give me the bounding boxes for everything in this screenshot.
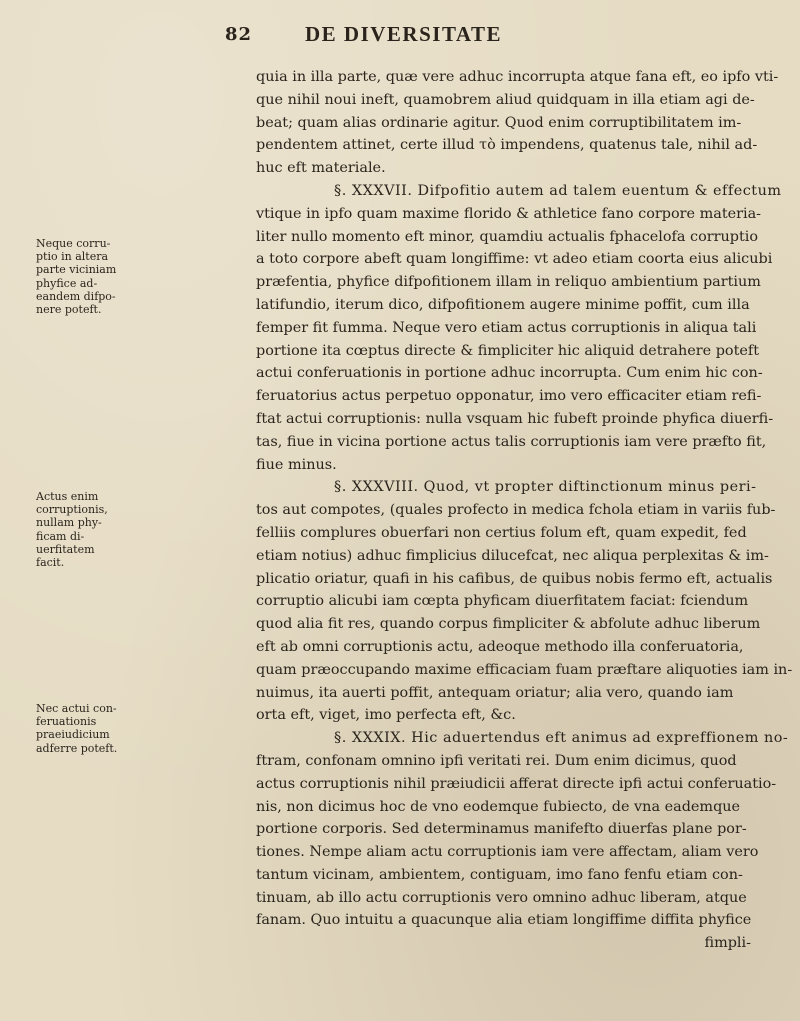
margin-note-line: Nec actui con- bbox=[36, 702, 117, 715]
text-line: quod alia fit res, quando corpus fimpliciter & abfolute adhuc liberum bbox=[256, 616, 761, 633]
margin-note-line: ficam di- bbox=[36, 529, 85, 543]
page-header bbox=[0, 20, 800, 50]
margin-note-line: praeiudicium bbox=[36, 728, 110, 742]
text-line: que nihil noui ineft, quamobrem aliud quidquam in illa etiam agi de- bbox=[256, 91, 755, 108]
margin-note-line: parte viciniam bbox=[36, 263, 117, 277]
text-line: pendentem attinet, certe illud τὸ impendens, quatenus tale, nihil ad- bbox=[256, 137, 758, 154]
text-line: quam præoccupando maxime efficaciam fuam præftare aliquoties iam in- bbox=[256, 661, 793, 678]
text-line: a toto corpore abeft quam longiffime: vt adeo etiam coorta eius alicubi bbox=[256, 251, 773, 268]
section-heading-39: §. XXXIX. Hic aduertendus eft animus ad expreffionem no- bbox=[334, 730, 789, 747]
text-line: nuimus, ita auerti poffit, antequam oriatur; alia vero, quando iam bbox=[256, 684, 734, 701]
margin-note-2 bbox=[36, 490, 122, 569]
margin-note-line: nere poteft. bbox=[36, 303, 102, 317]
text-line: actui conferuationis in portione adhuc incorrupta. Cum enim hic con- bbox=[256, 365, 763, 382]
margin-note-1 bbox=[36, 237, 122, 316]
text-line: vtique in ipfo quam maxime florido & athletice fano corpore materia- bbox=[256, 205, 762, 222]
text-line: latifundio, iterum dico, difpofitionem augere minime poffit, cum illa bbox=[256, 296, 750, 313]
text-line: beat; quam alias ordinarie agitur. Quod enim corruptibilitatem im- bbox=[256, 114, 742, 131]
margin-note-3 bbox=[36, 702, 122, 755]
running-head: DE DIVERSITATE bbox=[305, 22, 503, 46]
margin-note-line: Actus enim bbox=[36, 490, 99, 503]
text-line: actus corruptionis nihil præiudicii afferat directe ipfi actui conferuatio- bbox=[256, 775, 777, 792]
page-number: 82 bbox=[225, 24, 253, 45]
margin-note-line: ptio in altera bbox=[36, 250, 109, 264]
text-line: corruptio alicubi iam cœpta phyficam diuerfitatem faciat: fciendum bbox=[256, 593, 749, 610]
margin-note-line: uerfitatem bbox=[36, 542, 95, 556]
margin-note-line: adferre poteft. bbox=[36, 741, 118, 755]
text-line: quia in illa parte, quæ vere adhuc incorrupta atque fana eft, eo ipfo vti- bbox=[256, 69, 779, 85]
text-line: portione corporis. Sed determinamus manifefto diuerfas plane por- bbox=[256, 821, 747, 838]
text-line: tas, fiue in vicina portione actus talis corruptionis iam vere præfto fit, bbox=[256, 433, 767, 450]
text-line: tantum vicinam, ambientem, contiguam, imo fano fenfu etiam con- bbox=[256, 866, 743, 883]
text-line: orta eft, viget, imo perfecta eft, &c. bbox=[256, 707, 516, 724]
margin-note-line: corruptionis, bbox=[36, 503, 108, 517]
text-line: felliis complures obuerfari non certius folum eft, quam expedit, fed bbox=[256, 524, 747, 541]
body-text bbox=[256, 66, 791, 955]
margin-note-line: Neque corru- bbox=[36, 237, 111, 250]
text-line: etiam notius) adhuc fimplicius dilucefcat, nec aliqua perplexitas & im- bbox=[256, 547, 769, 564]
text-line: ftram, confonam omnino ipfi veritati rei. Dum enim dicimus, quod bbox=[256, 752, 737, 769]
margin-note-line: nullam phy- bbox=[36, 516, 102, 530]
text-line: præfentia, phyfice difpofitionem illam in reliquo ambientium partium bbox=[256, 274, 761, 291]
text-line: tiones. Nempe aliam actu corruptionis iam vere affectam, aliam vero bbox=[256, 844, 759, 861]
text-line: fiue minus. bbox=[256, 456, 337, 473]
catchword: fimpli- bbox=[704, 935, 751, 952]
margin-note-line: phyfice ad- bbox=[36, 276, 98, 290]
text-line: huc eft materiale. bbox=[256, 160, 386, 177]
margin-note-line: eandem difpo- bbox=[36, 289, 116, 303]
text-line: ftat actui corruptionis: nulla vsquam hic fubeft proinde phyfica diuerfi- bbox=[256, 410, 774, 427]
text-line: femper fit fumma. Neque vero etiam actus corruptionis in aliqua tali bbox=[256, 319, 757, 336]
text-line: nis, non dicimus hoc de vno eodemque fubiecto, de vna eademque bbox=[256, 798, 741, 815]
section-heading-37: §. XXXVII. Difpofitio autem ad talem euentum & effectum bbox=[334, 182, 782, 199]
text-line: feruatorius actus perpetuo opponatur, imo vero efficaciter etiam refi- bbox=[256, 388, 762, 405]
text-line: portione ita cœptus directe & fimpliciter hic aliquid detrahere poteft bbox=[256, 342, 759, 359]
text-line: tos aut compotes, (quales profecto in medica fchola etiam in variis fub- bbox=[256, 502, 776, 519]
margin-note-line: feruationis bbox=[36, 715, 97, 729]
section-heading-38: §. XXXVIII. Quod, vt propter diftinctionum minus peri- bbox=[334, 479, 757, 496]
text-line: fanam. Quo intuitu a quacunque alia etiam longiffime diffita phyfice bbox=[256, 912, 752, 929]
text-line: liter nullo momento eft minor, quamdiu actualis fphacelofa corruptio bbox=[256, 228, 759, 245]
text-line: plicatio oriatur, quafi in his cafibus, de quibus nobis fermo eft, actualis bbox=[256, 570, 773, 587]
text-line: tinuam, ab illo actu corruptionis vero omnino adhuc liberam, atque bbox=[256, 889, 747, 906]
text-line: eft ab omni corruptionis actu, adeoque methodo illa conferuatoria, bbox=[256, 638, 744, 655]
margin-note-line: facit. bbox=[36, 556, 65, 570]
